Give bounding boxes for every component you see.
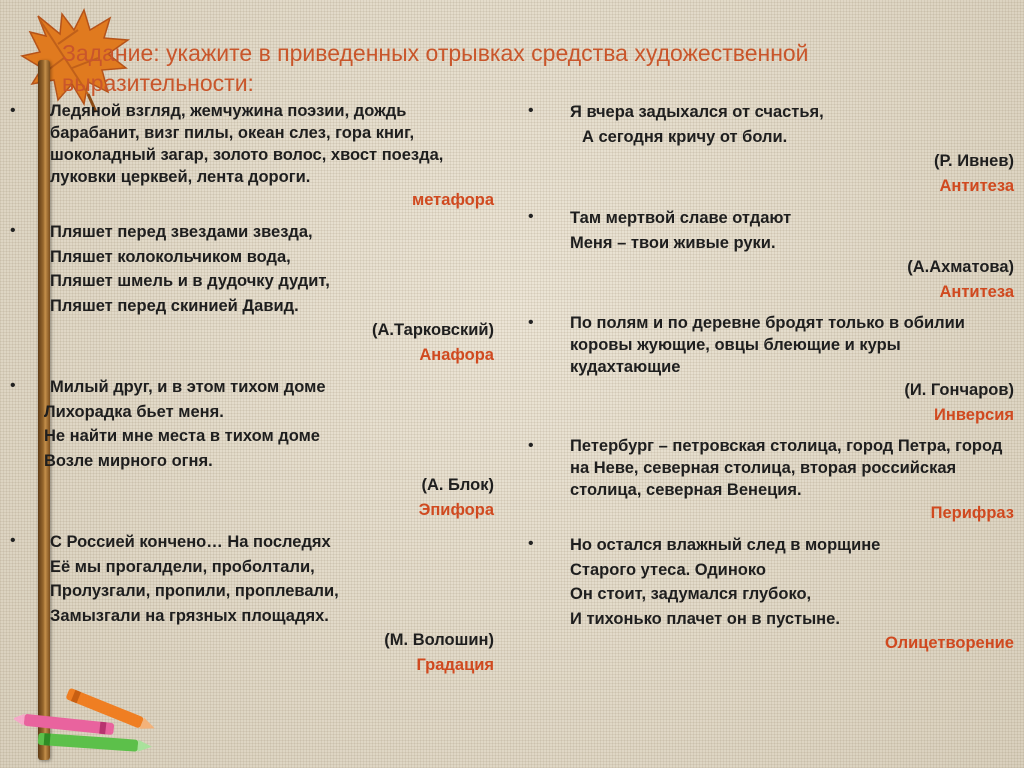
left-column <box>10 100 494 685</box>
device-label: Эпифора <box>418 501 494 519</box>
poem-line: Пляшет перед скинией Давид. <box>50 296 299 315</box>
bullet: • <box>528 437 534 454</box>
poem-line: Пролузгали, пропили, проплевали, <box>50 582 339 600</box>
poem-line: Возле мирного огня. <box>44 451 213 470</box>
poem-line: Я вчера задыхался от счастья, <box>570 103 824 121</box>
bullet: • <box>528 314 534 331</box>
poem-line: Он стоит, задумался глубоко, <box>570 585 812 603</box>
item-text: По полям и по деревне бродят только в обилии коровы жующие, овцы блеющие и куры кудахтающие <box>570 314 965 376</box>
poem-line: И тихонько плачет он в пустыне. <box>570 609 840 628</box>
poem-line: Пляшет шмель и в дудочку дудит, <box>50 272 330 290</box>
poem-line: Не найти мне места в тихом доме <box>44 427 320 445</box>
author: (Р. Ивнев) <box>934 152 1014 170</box>
list-item <box>10 375 494 522</box>
poem-line: С Россией кончено… На последях <box>50 533 331 551</box>
bullet: • <box>528 102 534 119</box>
bullet: • <box>10 377 16 394</box>
poem-line: Старого утеса. Одиноко <box>570 560 766 579</box>
poem-line: Её мы прогалдели, проболтали, <box>50 557 315 576</box>
device-label: Градация <box>416 656 494 674</box>
list-item <box>10 220 494 367</box>
poem-line: Лихорадка бьет меня. <box>44 402 224 421</box>
bullet: • <box>528 535 534 552</box>
author: (А.Тарковский) <box>372 321 494 339</box>
poem-line: Пляшет колокольчиком вода, <box>50 247 291 266</box>
item-text: Петербург – петровская столица, город Петра, город на Неве, северная столица, вторая российская столица, северная Венеция. <box>570 437 1003 499</box>
page-title: Задание: укажите в приведенных отрывках средства художественной выразительности: <box>62 40 809 96</box>
poem-line: Замызгали на грязных площадях. <box>50 606 329 625</box>
device-label: Антитеза <box>939 177 1014 195</box>
poem-line: Меня – твои живые руки. <box>570 233 776 252</box>
bullet: • <box>528 208 534 225</box>
device-label: Антитеза <box>939 283 1014 301</box>
list-item <box>528 312 1014 427</box>
list-item <box>528 533 1014 655</box>
bullet: • <box>10 102 16 119</box>
poem-line: Милый друг, и в этом тихом доме <box>50 378 326 396</box>
device-label: метафора <box>412 191 494 209</box>
poem-line: Но остался влажный след в морщине <box>570 536 881 554</box>
list-item <box>528 100 1014 198</box>
device-label: Анафора <box>419 346 494 364</box>
author: (М. Волошин) <box>384 631 494 649</box>
device-label: Олицетворение <box>885 634 1014 652</box>
item-text: Ледяной взгляд, жемчужина поэзии, дождь барабанит, визг пилы, океан слез, гора книг, шоколадный загар, золото волос, хвост поезда, луковки церквей, лента дороги. <box>50 102 444 186</box>
device-label: Перифраз <box>930 504 1014 522</box>
poem-line: Там мертвой славе отдают <box>570 209 792 227</box>
poem-line: Пляшет перед звездами звезда, <box>50 223 313 241</box>
author: (А. Блок) <box>421 476 494 494</box>
author: (А.Ахматова) <box>907 258 1014 276</box>
right-column <box>528 100 1014 663</box>
author: (И. Гончаров) <box>904 381 1014 399</box>
list-item <box>10 530 494 677</box>
list-item <box>528 206 1014 304</box>
poem-line: А сегодня кричу от боли. <box>582 127 788 146</box>
list-item <box>10 100 494 212</box>
device-label: Инверсия <box>934 406 1014 424</box>
crayons-icon <box>14 680 164 760</box>
bullet: • <box>10 532 16 549</box>
bullet: • <box>10 222 16 239</box>
list-item <box>528 435 1014 525</box>
